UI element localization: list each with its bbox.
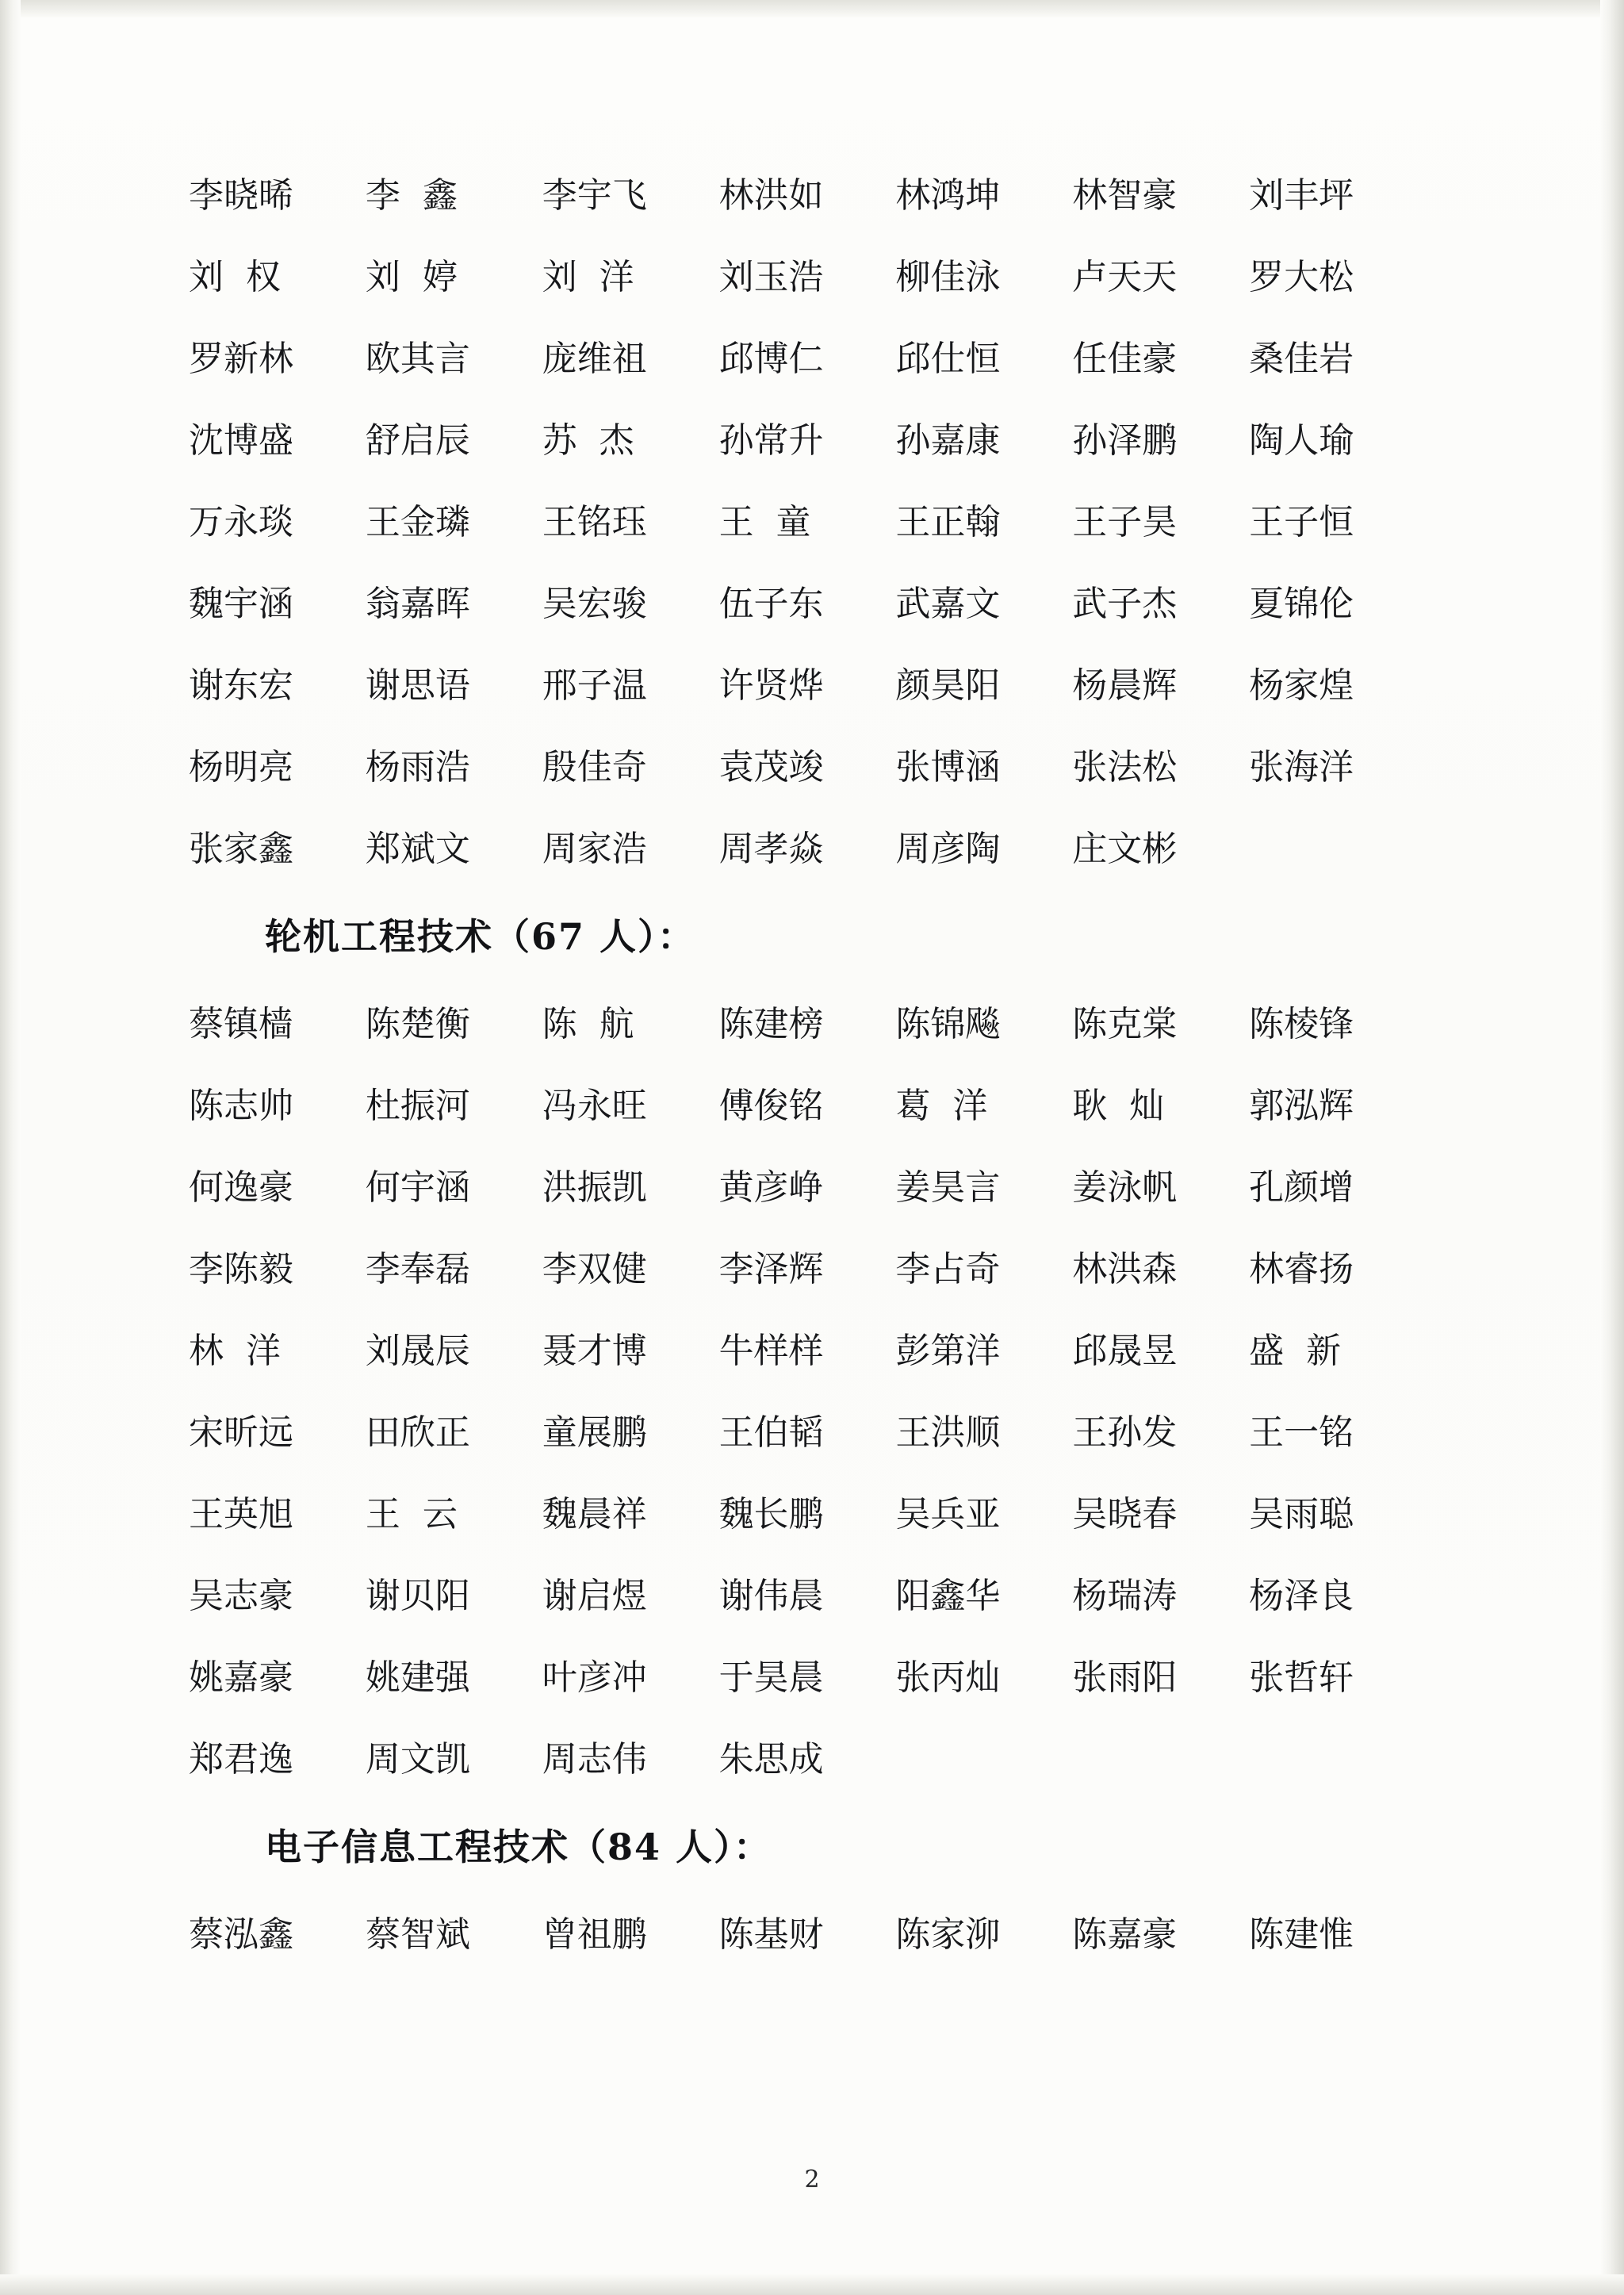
name-cell: 张法松 — [1072, 747, 1178, 787]
name-cell: 刘丰坪 — [1249, 175, 1354, 216]
name-cell: 吴宏骏 — [542, 584, 647, 624]
name-cell: 庄文彬 — [1072, 829, 1178, 869]
name-cell: 李双健 — [542, 1249, 647, 1289]
name-cell: 王 云 — [365, 1494, 458, 1534]
name-cell: 张海洋 — [1249, 747, 1354, 787]
name-cell: 陈志帅 — [189, 1086, 293, 1126]
name-cell: 林鸿坤 — [895, 175, 1001, 216]
name-cell: 罗大松 — [1249, 257, 1354, 297]
name-cell: 孙泽鹏 — [1072, 420, 1178, 461]
name-cell: 周文凯 — [365, 1739, 470, 1780]
name-cell: 庞维祖 — [542, 339, 647, 379]
name-cell: 颜昊阳 — [895, 665, 1001, 706]
name-cell: 宋昕远 — [189, 1412, 293, 1453]
name-cell: 阳鑫华 — [895, 1576, 1001, 1616]
name-cell: 姚建强 — [365, 1657, 470, 1698]
name-cell: 何宇涵 — [365, 1167, 470, 1208]
name-cell: 盛 新 — [1249, 1331, 1342, 1371]
name-cell: 蔡智斌 — [365, 1914, 470, 1955]
name-cell: 谢东宏 — [189, 665, 293, 706]
section-heading: 电子信息工程技术（84 人）： — [265, 1826, 772, 1868]
name-cell: 王子恒 — [1249, 502, 1354, 542]
name-cell: 周家浩 — [542, 829, 647, 869]
name-cell: 桑佳岩 — [1249, 339, 1354, 379]
scan-edge-bottom — [0, 2274, 1624, 2295]
name-cell: 谢思语 — [365, 665, 470, 706]
name-cell: 陈建惟 — [1249, 1914, 1354, 1955]
name-cell: 蔡泓鑫 — [189, 1914, 293, 1955]
name-cell: 刘晟辰 — [365, 1331, 470, 1371]
name-cell: 李宇飞 — [542, 175, 647, 216]
name-cell: 彭第洋 — [895, 1331, 1001, 1371]
name-grid — [189, 983, 1426, 1800]
name-cell: 陈 航 — [542, 1004, 634, 1044]
name-cell: 郑君逸 — [189, 1739, 293, 1780]
name-cell: 张博涵 — [895, 747, 1001, 787]
name-cell: 周彦陶 — [895, 829, 1001, 869]
name-cell — [1249, 808, 1426, 890]
name-cell: 孙嘉康 — [895, 420, 1001, 461]
name-cell: 刘玉浩 — [718, 257, 824, 297]
name-cell: 叶彦冲 — [542, 1657, 647, 1698]
name-cell: 耿 灿 — [1072, 1086, 1165, 1126]
name-cell: 洪振凯 — [542, 1167, 647, 1208]
name-cell: 张哲轩 — [1249, 1657, 1354, 1698]
name-cell: 魏宇涵 — [189, 584, 293, 624]
name-cell: 周孝焱 — [718, 829, 824, 869]
name-cell: 陈克棠 — [1072, 1004, 1178, 1044]
name-cell: 傅俊铭 — [718, 1086, 824, 1126]
name-cell: 魏晨祥 — [542, 1494, 647, 1534]
name-cell: 林 洋 — [189, 1331, 281, 1371]
name-cell: 姚嘉豪 — [189, 1657, 293, 1698]
name-cell: 柳佳泳 — [895, 257, 1001, 297]
scan-edge-top — [0, 0, 1624, 17]
name-cell: 冯永旺 — [542, 1086, 647, 1126]
name-cell: 王伯韬 — [718, 1412, 824, 1453]
name-cell: 刘 洋 — [542, 257, 634, 297]
name-grid — [189, 1894, 1426, 1975]
name-cell: 刘 婷 — [365, 257, 458, 297]
name-cell: 王 童 — [718, 502, 811, 542]
name-grid — [189, 155, 1426, 890]
name-cell: 罗新林 — [189, 339, 293, 379]
name-cell: 黄彦峥 — [718, 1167, 824, 1208]
name-cell: 孙常升 — [718, 420, 824, 461]
name-cell: 李占奇 — [895, 1249, 1001, 1289]
name-cell: 张家鑫 — [189, 829, 293, 869]
name-cell: 李奉磊 — [365, 1249, 470, 1289]
name-cell: 翁嘉晖 — [365, 584, 470, 624]
name-cell: 朱思成 — [718, 1739, 824, 1780]
name-cell: 周志伟 — [542, 1739, 647, 1780]
name-cell: 王英旭 — [189, 1494, 293, 1534]
name-cell: 葛 洋 — [895, 1086, 988, 1126]
name-cell: 杜振河 — [365, 1086, 470, 1126]
name-cell: 张雨阳 — [1072, 1657, 1178, 1698]
name-cell: 卢天天 — [1072, 257, 1178, 297]
name-cell: 邱博仁 — [718, 339, 824, 379]
name-cell: 林智豪 — [1072, 175, 1178, 216]
name-cell: 沈博盛 — [189, 420, 293, 461]
name-cell: 李 鑫 — [365, 175, 458, 216]
name-cell: 杨雨浩 — [365, 747, 470, 787]
name-cell: 何逸豪 — [189, 1167, 293, 1208]
name-cell: 郑斌文 — [365, 829, 470, 869]
name-cell: 杨瑞涛 — [1072, 1576, 1178, 1616]
name-cell: 谢贝阳 — [365, 1576, 470, 1616]
name-cell: 杨明亮 — [189, 747, 293, 787]
name-cell: 邱晟昱 — [1072, 1331, 1178, 1371]
name-cell: 王孙发 — [1072, 1412, 1178, 1453]
name-cell: 童展鹏 — [542, 1412, 647, 1453]
name-cell: 舒启辰 — [365, 420, 470, 461]
name-cell: 王正翰 — [895, 502, 1001, 542]
name-cell: 谢伟晨 — [718, 1576, 824, 1616]
name-cell: 李晓晞 — [189, 175, 293, 216]
name-cell: 陈锦飚 — [895, 1004, 1001, 1044]
name-cell: 牛样样 — [718, 1331, 824, 1371]
name-cell: 郭泓辉 — [1249, 1086, 1354, 1126]
name-cell: 魏长鹏 — [718, 1494, 824, 1534]
name-cell: 孔颜增 — [1249, 1167, 1354, 1208]
name-cell: 吴兵亚 — [895, 1494, 1001, 1534]
name-cell: 杨泽良 — [1249, 1576, 1354, 1616]
name-cell: 苏 杰 — [542, 420, 634, 461]
name-cell: 王洪顺 — [895, 1412, 1001, 1453]
name-cell: 吴晓春 — [1072, 1494, 1178, 1534]
name-cell: 万永琰 — [189, 502, 293, 542]
name-cell: 刘 权 — [189, 257, 281, 297]
name-cell — [1072, 1718, 1249, 1800]
name-cell: 殷佳奇 — [542, 747, 647, 787]
name-cell: 任佳豪 — [1072, 339, 1178, 379]
name-cell: 邱仕恒 — [895, 339, 1001, 379]
name-cell: 邢子温 — [542, 665, 647, 706]
name-cell: 李泽辉 — [718, 1249, 824, 1289]
name-cell: 林洪如 — [718, 175, 824, 216]
name-cell: 蔡镇樯 — [189, 1004, 293, 1044]
name-cell: 田欣正 — [365, 1412, 470, 1453]
name-cell — [1249, 1718, 1426, 1800]
name-cell: 陈基财 — [718, 1914, 824, 1955]
name-cell: 陈棱锋 — [1249, 1004, 1354, 1044]
name-cell: 王子昊 — [1072, 502, 1178, 542]
section-heading: 轮机工程技术（67 人）： — [265, 915, 696, 958]
name-cell: 陶人瑜 — [1249, 420, 1354, 461]
name-cell: 吴雨聪 — [1249, 1494, 1354, 1534]
name-cell: 杨晨辉 — [1072, 665, 1178, 706]
name-cell: 聂才博 — [542, 1331, 647, 1371]
name-cell: 武嘉文 — [895, 584, 1001, 624]
name-cell — [895, 1718, 1072, 1800]
scan-edge-left — [0, 0, 21, 2295]
name-cell: 欧其言 — [365, 339, 470, 379]
name-cell: 袁茂竣 — [718, 747, 824, 787]
name-cell: 李陈毅 — [189, 1249, 293, 1289]
document-body — [189, 155, 1426, 1975]
page-number: 2 — [804, 2166, 820, 2193]
name-cell: 王一铭 — [1249, 1412, 1354, 1453]
name-cell: 许贤烨 — [718, 665, 824, 706]
name-cell: 武子杰 — [1072, 584, 1178, 624]
name-cell: 谢启煜 — [542, 1576, 647, 1616]
name-cell: 张丙灿 — [895, 1657, 1001, 1698]
name-cell: 夏锦伦 — [1249, 584, 1354, 624]
name-cell: 杨家煌 — [1249, 665, 1354, 706]
name-cell: 姜泳帆 — [1072, 1167, 1178, 1208]
name-cell: 于昊晨 — [718, 1657, 824, 1698]
name-cell: 林睿扬 — [1249, 1249, 1354, 1289]
name-cell: 陈嘉豪 — [1072, 1914, 1178, 1955]
name-cell: 曾祖鹏 — [542, 1914, 647, 1955]
name-cell: 吴志豪 — [189, 1576, 293, 1616]
name-cell: 王铭珏 — [542, 502, 647, 542]
name-cell: 陈建榜 — [718, 1004, 824, 1044]
name-cell: 伍子东 — [718, 584, 824, 624]
scan-edge-right — [1600, 0, 1624, 2295]
name-cell: 姜昊言 — [895, 1167, 1001, 1208]
name-cell: 林洪森 — [1072, 1249, 1178, 1289]
name-cell: 陈家泖 — [895, 1914, 1001, 1955]
name-cell: 陈楚衡 — [365, 1004, 470, 1044]
name-cell: 王金璘 — [365, 502, 470, 542]
